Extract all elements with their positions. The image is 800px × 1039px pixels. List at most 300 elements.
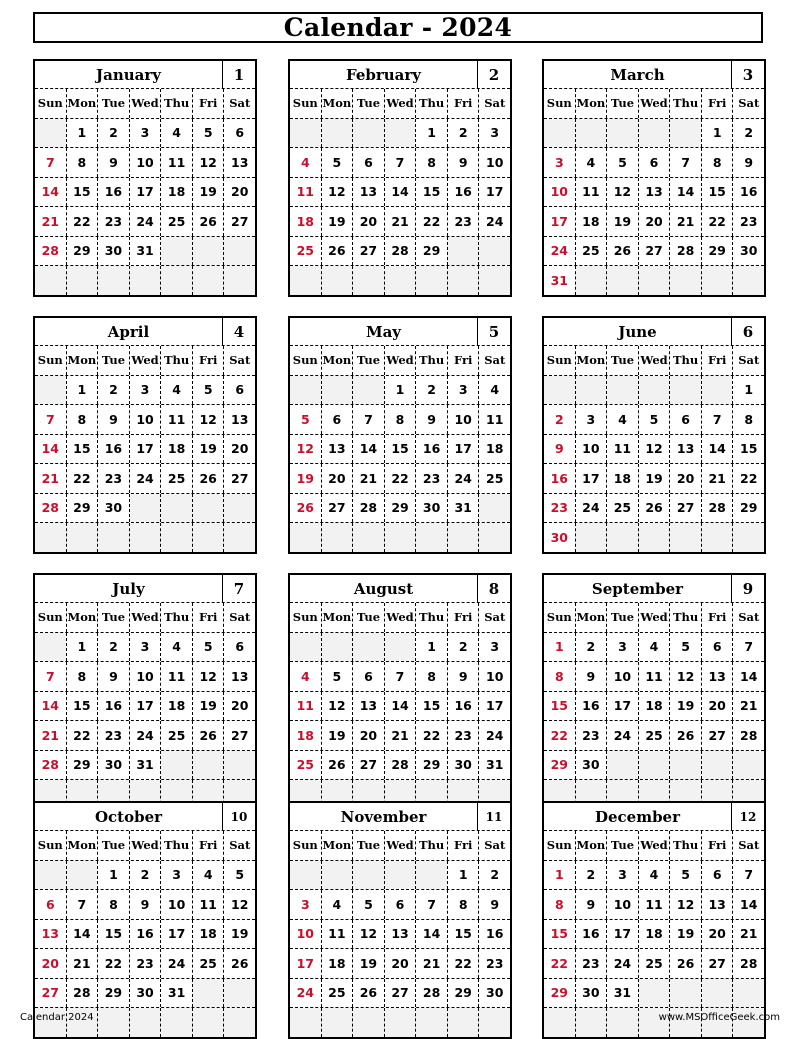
week-row <box>544 889 764 919</box>
month-name: December <box>544 803 732 830</box>
empty-cell <box>97 1008 129 1037</box>
empty-cell <box>575 376 607 405</box>
weekday-label: Thu <box>669 603 701 632</box>
week-row <box>35 375 255 405</box>
empty-cell <box>384 861 416 890</box>
day-cell: 6 <box>223 376 255 405</box>
day-cell: 24 <box>550 243 568 259</box>
empty-cell <box>290 1008 321 1037</box>
day-cell: 10 <box>129 662 161 691</box>
month-header <box>35 575 255 603</box>
day-cell: 26 <box>606 237 638 266</box>
empty-cell <box>701 376 733 405</box>
week-row <box>35 118 255 148</box>
day-cell: 30 <box>732 237 764 266</box>
day-cell: 30 <box>415 494 447 523</box>
day-cell: 14 <box>669 178 701 207</box>
day-cell: 2 <box>447 633 479 662</box>
day-cell: 21 <box>384 207 416 236</box>
empty-cell <box>606 119 638 148</box>
day-cell: 23 <box>97 207 129 236</box>
month-number: 10 <box>230 809 248 824</box>
day-cell: 7 <box>732 861 764 890</box>
day-cell: 17 <box>606 692 638 721</box>
day-cell: 5 <box>300 411 310 427</box>
day-cell: 22 <box>447 949 479 978</box>
day-cell: 16 <box>732 178 764 207</box>
week-row <box>290 860 510 890</box>
day-cell: 3 <box>606 633 638 662</box>
empty-cell <box>223 494 255 523</box>
empty-cell <box>160 237 192 266</box>
weekday-label: Sun <box>292 96 318 111</box>
week-row <box>544 691 764 721</box>
day-cell: 20 <box>223 178 255 207</box>
weekday-label: Sat <box>223 831 255 860</box>
week-row <box>290 265 510 295</box>
weekday-label: Sat <box>478 89 510 118</box>
day-cell: 22 <box>701 207 733 236</box>
day-cell: 9 <box>97 148 129 177</box>
month-name: May <box>290 318 478 345</box>
day-cell: 9 <box>575 662 607 691</box>
day-cell: 9 <box>732 148 764 177</box>
day-cell: 23 <box>478 949 510 978</box>
day-cell: 27 <box>321 494 353 523</box>
empty-cell <box>352 861 384 890</box>
day-cell: 21 <box>732 920 764 949</box>
weekday-label: Fri <box>447 89 479 118</box>
day-cell: 2 <box>97 376 129 405</box>
month-number: 11 <box>485 809 503 824</box>
weekday-label: Wed <box>638 831 670 860</box>
weekday-label: Sat <box>478 831 510 860</box>
empty-cell <box>97 266 129 295</box>
weekday-label: Thu <box>160 831 192 860</box>
day-cell: 16 <box>575 692 607 721</box>
empty-cell <box>321 861 353 890</box>
weekday-label: Thu <box>415 603 447 632</box>
weekday-label: Wed <box>129 346 161 375</box>
day-cell: 14 <box>352 435 384 464</box>
day-cell: 24 <box>478 207 510 236</box>
day-cell: 11 <box>296 184 314 200</box>
day-cell: 29 <box>447 979 479 1008</box>
day-cell: 31 <box>478 751 510 780</box>
week-row <box>544 493 764 523</box>
month-header <box>290 318 510 346</box>
day-cell: 12 <box>321 178 353 207</box>
day-cell: 11 <box>192 890 224 919</box>
month-number: 7 <box>233 579 245 598</box>
weekday-label: Sat <box>732 831 764 860</box>
day-cell: 6 <box>384 890 416 919</box>
day-cell: 19 <box>192 178 224 207</box>
day-cell: 18 <box>160 435 192 464</box>
empty-cell <box>97 523 129 552</box>
day-cell: 26 <box>192 207 224 236</box>
day-cell: 7 <box>669 148 701 177</box>
day-cell: 14 <box>41 698 59 714</box>
day-cell: 8 <box>554 668 564 684</box>
day-cell: 14 <box>384 692 416 721</box>
week-row <box>544 147 764 177</box>
day-cell: 24 <box>129 207 161 236</box>
empty-cell <box>575 119 607 148</box>
day-cell: 12 <box>669 662 701 691</box>
footer-left-text: Calendar 2024 <box>20 1012 94 1023</box>
day-cell: 23 <box>97 721 129 750</box>
weekday-label: Fri <box>192 831 224 860</box>
day-cell: 3 <box>447 376 479 405</box>
day-cell: 3 <box>129 633 161 662</box>
empty-cell <box>192 1008 224 1037</box>
weekday-label: Wed <box>638 346 670 375</box>
day-cell: 18 <box>638 692 670 721</box>
day-cell: 19 <box>669 692 701 721</box>
empty-cell <box>732 751 764 780</box>
weekday-label: Wed <box>384 831 416 860</box>
week-row <box>290 434 510 464</box>
day-cell: 9 <box>97 405 129 434</box>
day-cell: 21 <box>41 727 59 743</box>
day-cell: 25 <box>638 721 670 750</box>
weekday-header-row <box>544 346 764 375</box>
weekday-label: Fri <box>192 603 224 632</box>
week-row <box>35 720 255 750</box>
empty-cell <box>321 523 353 552</box>
day-cell: 22 <box>415 721 447 750</box>
day-cell: 28 <box>66 979 98 1008</box>
day-cell: 2 <box>97 633 129 662</box>
day-cell: 5 <box>669 861 701 890</box>
day-cell: 29 <box>384 494 416 523</box>
empty-cell <box>415 266 447 295</box>
day-cell: 25 <box>160 721 192 750</box>
day-cell: 3 <box>129 119 161 148</box>
empty-cell <box>669 523 701 552</box>
day-cell: 6 <box>638 148 670 177</box>
day-cell: 15 <box>66 178 98 207</box>
day-cell: 1 <box>554 639 564 655</box>
day-cell: 23 <box>129 949 161 978</box>
day-cell: 22 <box>550 727 568 743</box>
weekday-label: Fri <box>701 346 733 375</box>
month-number: 3 <box>742 65 754 84</box>
day-cell: 15 <box>415 692 447 721</box>
day-cell: 25 <box>192 949 224 978</box>
day-cell: 17 <box>447 435 479 464</box>
day-cell: 20 <box>223 692 255 721</box>
day-cell: 17 <box>296 955 314 971</box>
empty-cell <box>223 523 255 552</box>
day-cell: 24 <box>129 721 161 750</box>
week-row <box>290 978 510 1008</box>
day-cell: 31 <box>129 237 161 266</box>
empty-cell <box>321 633 353 662</box>
day-cell: 11 <box>638 662 670 691</box>
day-cell: 10 <box>550 184 568 200</box>
empty-cell <box>701 751 733 780</box>
day-cell: 5 <box>352 890 384 919</box>
day-cell: 19 <box>669 920 701 949</box>
day-cell: 24 <box>447 464 479 493</box>
day-cell: 11 <box>160 662 192 691</box>
week-row <box>544 720 764 750</box>
empty-cell <box>290 861 321 890</box>
empty-cell <box>321 119 353 148</box>
empty-cell <box>66 523 98 552</box>
empty-cell <box>638 751 670 780</box>
day-cell: 24 <box>296 985 314 1001</box>
day-cell: 4 <box>638 861 670 890</box>
day-cell: 16 <box>129 920 161 949</box>
empty-cell <box>35 633 66 662</box>
day-cell: 30 <box>478 979 510 1008</box>
day-cell: 28 <box>41 243 59 259</box>
day-cell: 21 <box>66 949 98 978</box>
day-cell: 31 <box>160 979 192 1008</box>
empty-cell <box>478 1008 510 1037</box>
empty-cell <box>544 119 575 148</box>
day-cell: 23 <box>97 464 129 493</box>
empty-cell <box>35 266 66 295</box>
month-number: 8 <box>488 579 500 598</box>
day-cell: 25 <box>606 494 638 523</box>
weekday-label: Tue <box>352 831 384 860</box>
day-cell: 24 <box>606 949 638 978</box>
empty-cell <box>544 376 575 405</box>
weekday-label: Mon <box>66 346 98 375</box>
day-cell: 14 <box>66 920 98 949</box>
day-cell: 12 <box>223 890 255 919</box>
day-cell: 16 <box>415 435 447 464</box>
month-name: July <box>35 575 223 602</box>
day-cell: 27 <box>223 207 255 236</box>
day-cell: 16 <box>97 692 129 721</box>
month-header <box>544 575 764 603</box>
day-cell: 5 <box>192 376 224 405</box>
day-cell: 7 <box>415 890 447 919</box>
weekday-label: Sat <box>732 346 764 375</box>
empty-cell <box>192 266 224 295</box>
day-cell: 3 <box>554 154 564 170</box>
day-cell: 31 <box>550 272 568 288</box>
day-cell: 6 <box>223 633 255 662</box>
day-cell: 29 <box>732 494 764 523</box>
empty-cell <box>447 237 479 266</box>
day-cell: 10 <box>129 148 161 177</box>
weekday-label: Sat <box>223 603 255 632</box>
day-cell: 11 <box>160 148 192 177</box>
weekday-header-row <box>544 89 764 118</box>
weekday-header-row <box>290 89 510 118</box>
weekday-label: Tue <box>97 831 129 860</box>
day-cell: 16 <box>550 470 568 486</box>
day-cell: 19 <box>192 435 224 464</box>
week-row <box>35 147 255 177</box>
weekday-label: Fri <box>447 346 479 375</box>
month-calendar-july <box>33 573 257 811</box>
week-row <box>35 978 255 1008</box>
day-cell: 7 <box>45 154 55 170</box>
day-cell: 27 <box>223 721 255 750</box>
day-cell: 7 <box>45 668 55 684</box>
empty-cell <box>352 266 384 295</box>
weekday-label: Sun <box>37 610 63 625</box>
week-row <box>290 375 510 405</box>
month-header <box>544 803 764 831</box>
day-cell: 4 <box>638 633 670 662</box>
week-row <box>290 720 510 750</box>
day-cell: 6 <box>669 405 701 434</box>
week-row <box>35 522 255 552</box>
month-header <box>544 61 764 89</box>
day-cell: 20 <box>321 464 353 493</box>
month-name: September <box>544 575 732 602</box>
day-cell: 7 <box>45 411 55 427</box>
day-cell: 19 <box>352 949 384 978</box>
month-calendar-may <box>288 316 512 554</box>
day-cell: 10 <box>160 890 192 919</box>
empty-cell <box>544 1008 575 1037</box>
day-cell: 5 <box>669 633 701 662</box>
day-cell: 15 <box>550 698 568 714</box>
day-cell: 17 <box>129 435 161 464</box>
empty-cell <box>669 266 701 295</box>
empty-cell <box>223 1008 255 1037</box>
empty-cell <box>606 523 638 552</box>
empty-cell <box>160 494 192 523</box>
day-cell: 4 <box>300 668 310 684</box>
month-header <box>290 803 510 831</box>
day-cell: 2 <box>415 376 447 405</box>
empty-cell <box>192 751 224 780</box>
weekday-header-row <box>35 831 255 860</box>
day-cell: 12 <box>192 405 224 434</box>
weekday-label: Fri <box>701 831 733 860</box>
empty-cell <box>415 861 447 890</box>
empty-cell <box>447 523 479 552</box>
empty-cell <box>290 376 321 405</box>
week-row <box>290 118 510 148</box>
day-cell: 10 <box>478 148 510 177</box>
month-number: 12 <box>739 809 757 824</box>
empty-cell <box>192 494 224 523</box>
empty-cell <box>321 376 353 405</box>
day-cell: 3 <box>575 405 607 434</box>
day-cell: 17 <box>129 692 161 721</box>
day-cell: 2 <box>129 861 161 890</box>
day-cell: 8 <box>732 405 764 434</box>
day-cell: 13 <box>701 662 733 691</box>
day-cell: 13 <box>638 178 670 207</box>
day-cell: 15 <box>701 178 733 207</box>
empty-cell <box>35 523 66 552</box>
empty-cell <box>384 1008 416 1037</box>
day-cell: 28 <box>732 949 764 978</box>
day-cell: 19 <box>606 207 638 236</box>
week-row <box>290 147 510 177</box>
day-cell: 13 <box>223 405 255 434</box>
day-cell: 9 <box>447 662 479 691</box>
empty-cell <box>223 237 255 266</box>
day-cell: 27 <box>41 985 59 1001</box>
month-number: 1 <box>233 65 245 84</box>
weekday-header-row <box>544 603 764 632</box>
empty-cell <box>35 861 66 890</box>
day-cell: 17 <box>129 178 161 207</box>
week-row <box>35 750 255 780</box>
day-cell: 13 <box>701 890 733 919</box>
empty-cell <box>669 119 701 148</box>
empty-cell <box>606 376 638 405</box>
day-cell: 31 <box>606 979 638 1008</box>
month-header <box>35 318 255 346</box>
day-cell: 23 <box>575 949 607 978</box>
day-cell: 22 <box>384 464 416 493</box>
weekday-label: Thu <box>415 89 447 118</box>
day-cell: 22 <box>732 464 764 493</box>
weekday-label: Sun <box>292 610 318 625</box>
weekday-label: Tue <box>97 603 129 632</box>
empty-cell <box>321 266 353 295</box>
day-cell: 11 <box>606 435 638 464</box>
month-name: November <box>290 803 478 830</box>
day-cell: 28 <box>384 751 416 780</box>
weekday-label: Mon <box>575 89 607 118</box>
day-cell: 1 <box>66 376 98 405</box>
day-cell: 24 <box>160 949 192 978</box>
day-cell: 21 <box>669 207 701 236</box>
weekday-label: Thu <box>415 346 447 375</box>
empty-cell <box>384 266 416 295</box>
week-row <box>290 206 510 236</box>
day-cell: 18 <box>638 920 670 949</box>
weekday-label: Fri <box>701 603 733 632</box>
day-cell: 15 <box>66 692 98 721</box>
day-cell: 27 <box>701 949 733 978</box>
empty-cell <box>35 119 66 148</box>
week-row <box>35 493 255 523</box>
week-row <box>35 661 255 691</box>
week-row <box>544 265 764 295</box>
day-cell: 29 <box>550 985 568 1001</box>
day-cell: 14 <box>384 178 416 207</box>
weekday-label: Tue <box>606 831 638 860</box>
day-cell: 13 <box>669 435 701 464</box>
month-calendar-april <box>33 316 257 554</box>
day-cell: 2 <box>447 119 479 148</box>
day-cell: 23 <box>550 500 568 516</box>
day-cell: 15 <box>550 926 568 942</box>
day-cell: 16 <box>575 920 607 949</box>
day-cell: 21 <box>41 470 59 486</box>
weekday-label: Thu <box>160 603 192 632</box>
day-cell: 25 <box>296 243 314 259</box>
weekday-label: Tue <box>352 346 384 375</box>
weekday-label: Wed <box>384 89 416 118</box>
weekday-header-row <box>290 603 510 632</box>
empty-cell <box>352 376 384 405</box>
day-cell: 12 <box>606 178 638 207</box>
day-cell: 6 <box>352 662 384 691</box>
week-row <box>544 919 764 949</box>
month-name: August <box>290 575 478 602</box>
weekday-label: Wed <box>384 346 416 375</box>
day-cell: 1 <box>701 119 733 148</box>
day-cell: 9 <box>129 890 161 919</box>
